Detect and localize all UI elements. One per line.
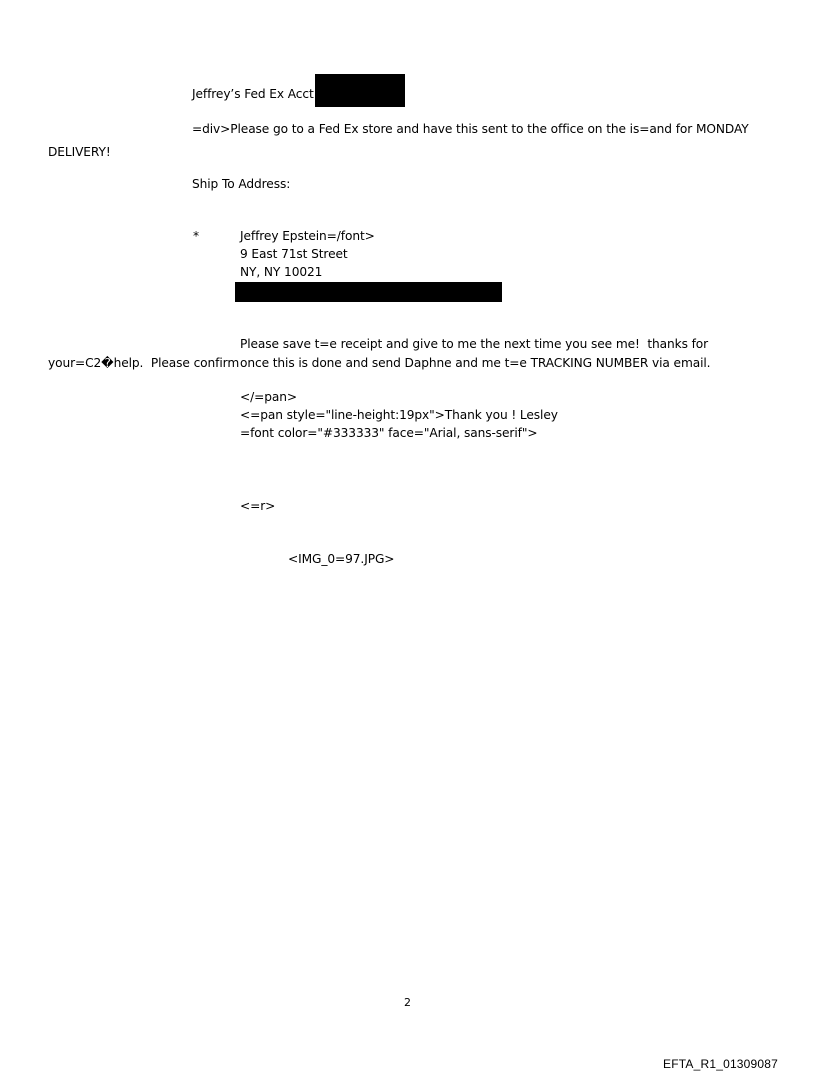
fedex-account-label: Jeffrey’s Fed Ex Acct [192, 87, 314, 101]
receipt-note-line-2-left: your=C2�help. Please confirm [48, 356, 240, 370]
ship-to-label: Ship To Address: [192, 177, 291, 191]
markup-font-tag: =font color="#333333" face="Arial, sans-serif"> [240, 426, 538, 440]
markup-close-span: </=pan> [240, 390, 297, 404]
receipt-note-line-2-right: once this is done and send Daphne and me t=e TRACKING NUMBER via email. [240, 356, 711, 370]
image-reference: <IMG_0=97.JPG> [288, 552, 395, 566]
redaction-block-address [235, 282, 502, 302]
instruction-line-1: =div>Please go to a Fed Ex store and have this sent to the office on the is=and for MONDAY [192, 122, 749, 136]
redaction-block-account [315, 74, 405, 107]
receipt-note-line-1: Please save t=e receipt and give to me the next time you see me! thanks for [240, 337, 709, 351]
address-name: Jeffrey Epstein=/font> [240, 229, 375, 243]
markup-br-tag: <=r> [240, 499, 276, 513]
address-street: 9 East 71st Street [240, 247, 348, 261]
address-bullet: * [193, 229, 199, 243]
address-city: NY, NY 10021 [240, 265, 323, 279]
bates-number: EFTA_R1_01309087 [663, 1057, 779, 1071]
instruction-line-2: DELIVERY! [48, 145, 111, 159]
markup-span-thank-you: <=pan style="line-height:19px">Thank you ! Lesley [240, 408, 558, 422]
page-number: 2 [404, 996, 411, 1009]
